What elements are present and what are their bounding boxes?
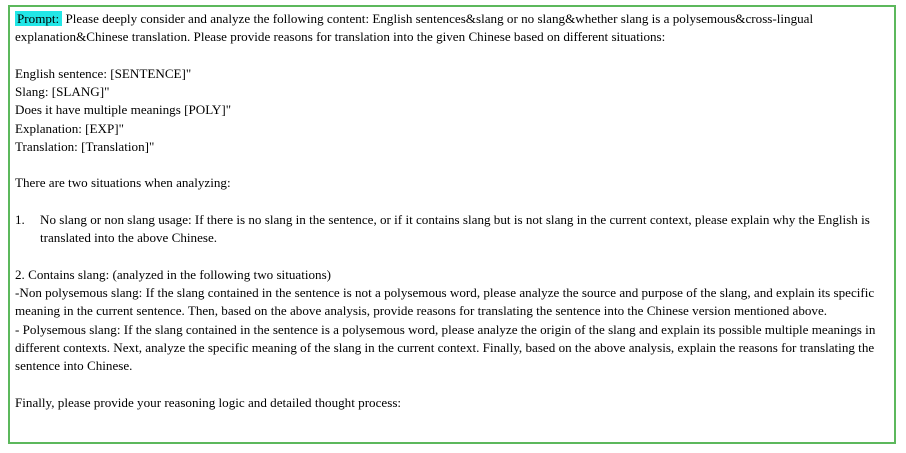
spacer [15, 46, 888, 65]
closing-instruction: Finally, please provide your reasoning logic and detailed thought process: [15, 394, 402, 410]
prompt-label: Prompt: [15, 11, 62, 26]
prompt-intro-text: Please deeply consider and analyze the following content: English sentences&slang or no slang&whether slang is a polysemous&cross-lingual explanation&Chinese translation. Please provide reasons for translation into the given Chinese based on different situations: [15, 11, 814, 45]
case-2-polysemous: - Polysemous slang: If the slang contained in the sentence is a polysemous word, please analyze the origin of the slang and explain its possible multiple meanings in different contexts. Next, analyze the specific meaning of the slang in the current context. Finally, based on the above analysis, explain the reasons for translating the sentence into Chinese. [15, 321, 876, 374]
case-1-item [15, 211, 888, 247]
prompt-box [8, 5, 896, 444]
spacer [15, 193, 888, 212]
spacer [15, 375, 888, 394]
case-2-non-polysemous: -Non polysemous slang: If the slang contained in the sentence is not a polysemous word, please analyze the source and purpose of the slang, and explain its specific meaning in the current sentence. Then, based on the above analysis, provide reasons for translating the sentence into the Chinese version mentioned above. [15, 285, 875, 319]
case-1-number: 1. [15, 212, 25, 228]
field-slang: Slang: [SLANG]" [15, 84, 110, 100]
field-sentence: English sentence: [SENTENCE]" [15, 65, 192, 81]
field-poly: Does it have multiple meanings [POLY]" [15, 102, 232, 118]
case-2-heading: 2. Contains slang: (analyzed in the following two situations) [15, 267, 332, 283]
spacer [15, 248, 888, 267]
spacer [15, 156, 888, 175]
prompt-intro-paragraph [15, 10, 888, 46]
field-explanation: Explanation: [EXP]" [15, 120, 124, 136]
field-list [15, 65, 888, 156]
field-translation: Translation: [Translation]" [15, 138, 155, 154]
case-1-text: No slang or non slang usage: If there is no slang in the sentence, or if it contains slang but is not slang in the current context, please explain why the English is translated into the above Chinese. [40, 212, 870, 246]
situations-intro: There are two situations when analyzing: [15, 175, 231, 191]
